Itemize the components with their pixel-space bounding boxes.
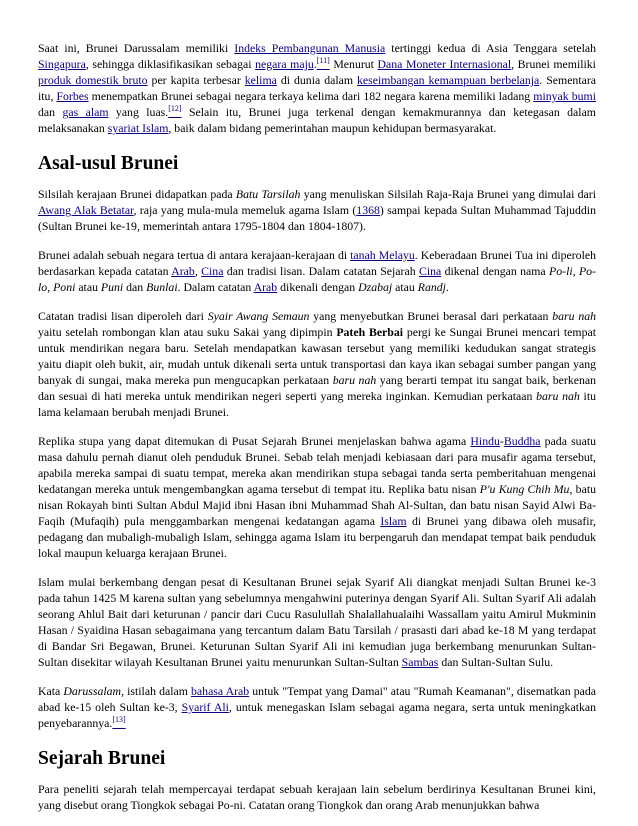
link-islam[interactable]: Islam <box>380 514 407 528</box>
link-awang-alak-betatar[interactable]: Awang Alak Betatar <box>38 203 134 217</box>
link-arab[interactable]: Arab <box>171 264 195 278</box>
link-1368[interactable]: 1368 <box>356 203 380 217</box>
link-forbes[interactable]: Forbes <box>56 89 89 103</box>
paragraph-islam-berkembang: Islam mulai berkembang dengan pesat di Kesultanan Brunei sejak Syarif Ali diangkat menjadi Sultan Brunei ke-3 pada tahun 1425 M karena sultan yang sebelumnya mengahwini puterinya dengan Syarif Ali. Sultan Syarif Ali adalah seorang Ahlul Bait dari keturunan / pancir dari Cucu Rasulullah Shalallahualaihi Wassallam yaitu Amirul Mukminin Hasan / Syaidina Hasan sebagaimana yang tercantum dalam Batu Tarsilah / prasasti dari abad ke-18 M yang terdapat di Bandar Sri Begawan, Brunei. Keturunan Sultan Syarif Ali ini kemudian juga berkembang menurunkan Sultan-Sultan disekitar wilayah Kesultanan Brunei yaitu menurunkan Sultan-Sultan Sambas dan Sultan-Sultan Sulu. <box>38 575 596 669</box>
reference-13[interactable]: [13] <box>112 715 126 725</box>
link-buddha[interactable]: Buddha <box>503 434 541 448</box>
link-tanah-melayu[interactable]: tanah Melayu <box>350 248 415 262</box>
reference-11[interactable]: [11] <box>316 56 330 66</box>
heading-sejarah-brunei: Sejarah Brunei <box>38 748 166 769</box>
paragraph-silsilah: Silsilah kerajaan Brunei didapatkan pada Batu Tarsilah yang menuliskan Silsilah Raja-Raja Brunei yang dimulai dari Awang Alak Betatar, raja yang mula-mula memeluk agama Islam (1368) sampai kepada Sultan Muhammad Tajuddin (Sultan Brunei ke-19, memerintah antara 1795-1804 dan 1804-1807). <box>38 187 596 233</box>
link-produk-domestik-bruto[interactable]: produk domestik bruto <box>38 73 148 87</box>
link-minyak-bumi[interactable]: minyak bumi <box>533 89 596 103</box>
link-dana-moneter-internasional[interactable]: Dana Moneter Internasional <box>377 57 512 71</box>
link-indeks-pembangunan-manusia[interactable]: Indeks Pembangunan Manusia <box>234 41 386 55</box>
link-cina-2[interactable]: Cina <box>418 264 442 278</box>
link-kelima[interactable]: kelima <box>244 73 277 87</box>
link-syariat-islam[interactable]: syariat Islam <box>107 121 169 135</box>
link-keseimbangan-kemampuan-berbelanja[interactable]: keseimbangan kemampuan berbelanja <box>357 73 540 87</box>
link-gas-alam[interactable]: gas alam <box>62 105 109 119</box>
link-negara-maju[interactable]: negara maju <box>255 57 314 71</box>
reference-12[interactable]: [12] <box>168 104 182 114</box>
link-bahasa-arab[interactable]: bahasa Arab <box>191 684 250 698</box>
intro-paragraph: Saat ini, Brunei Darussalam memiliki Indeks Pembangunan Manusia tertinggi kedua di Asia Tenggara setelah Singapura, sehingga diklasifikasikan sebagai negara maju.[11] Menurut Dana Moneter Internasional, Brunei memiliki produk domestik bruto per kapita terbesar kelima di dunia dalam keseimbangan kemampuan berbelanja. Sementara itu, Forbes menempatkan Brunei sebagai negara terkaya kelima dari 182 negara karena memiliki ladang minyak bumi dan gas alam yang luas.[12] Selain itu, Brunei juga terkenal dengan kemakmurannya dan ketegasan dalam melaksanakan syariat Islam, baik dalam bidang pemerintahan maupun kehidupan bermasyarakat. <box>38 41 597 135</box>
heading-asal-usul-brunei: Asal-usul Brunei <box>38 153 179 174</box>
link-syarif-ali[interactable]: Syarif Ali <box>181 700 229 714</box>
paragraph-negara-tertua: Brunei adalah sebuah negara tertua di antara kerajaan-kerajaan di tanah Melayu. Keberadaan Brunei Tua ini diperoleh berdasarkan kepada catatan Arab, Cina dan tradisi lisan. Dalam catatan Sejarah Cina dikenal dengan nama Po-li, Po-lo, Poni atau Puni dan Bunlai. Dalam catatan Arab dikenali dengan Dzabaj atau Randj. <box>38 248 596 294</box>
paragraph-darussalam: Kata Darussalam, istilah dalam bahasa Arab untuk "Tempat yang Damai" atau "Rumah Keamanan", disematkan pada abad ke-15 oleh Sultan ke-3, Syarif Ali, untuk menegaskan Islam sebagai agama negara, serta untuk meningkatkan penyebarannya.[13] <box>38 684 597 730</box>
paragraph-replika-stupa: Replika stupa yang dapat ditemukan di Pusat Sejarah Brunei menjelaskan bahwa agama Hindu-Buddha pada suatu masa dahulu pernah dianut oleh penduduk Brunei. Sebab telah menjadi kebiasaan dari para musafir agama tersebut, apabila mereka sampai di suatu tempat, mereka akan mendirikan stupa sebagai tanda serta pemberitahuan mengenai kedatangan mereka untuk mengembangkan agama tersebut di tempat itu. Replika batu nisan P'u Kung Chih Mu, batu nisan Rokayah binti Sultan Abdul Majid ibni Hasan ibni Muhammad Shah Al-Sultan, dan batu nisan Sayid Alwi Ba-Faqih (Mufaqih) pula menggambarkan mengenai kedatangan agama Islam di Brunei yang dibawa oleh musafir, pedagang dan mubaligh-mubaligh Islam, sehingga agama Islam itu berpengaruh dan mendapat tempat baik penduduk lokal maupun keluarga kerajaan Brunei. <box>38 434 596 560</box>
link-cina[interactable]: Cina <box>201 264 224 278</box>
link-singapura[interactable]: Singapura <box>38 57 86 71</box>
paragraph-para-peneliti: Para peneliti sejarah telah mempercayai terdapat sebuah kerajaan lain sebelum berdirinya Kesultanan Brunei kini, yang disebut orang Tiongkok sebagai Po-ni. Catatan orang Tiongkok dan orang Arab menunjukkan bahwa <box>38 782 596 812</box>
link-sambas[interactable]: Sambas <box>401 655 439 669</box>
paragraph-tradisi-lisan: Catatan tradisi lisan diperoleh dari Syair Awang Semaun yang menyebutkan Brunei berasal dari perkataan baru nah yaitu setelah rombongan klan atau suku Sakai yang dipimpin Pateh Berbai pergi ke Sungai Brunei mencari tempat untuk mendirikan negara baru. Setelah mendapatkan kawasan tersebut yang memiliki kedudukan sangat strategis yaitu diapit oleh bukit, air, mudah untuk dikenali serta untuk transportasi dan kaya ikan sebagai sumber pangan yang banyak di sungai, maka mereka pun mengucapkan perkataan baru nah yang berarti tempat itu sangat baik, berkenan dan sesuai di hati mereka untuk mendirikan negeri seperti yang mereka inginkan. Kemudian perkataan baru nah itu lama kelamaan berubah menjadi Brunei. <box>38 309 597 419</box>
link-hindu[interactable]: Hindu <box>470 434 500 448</box>
link-arab-2[interactable]: Arab <box>253 280 278 294</box>
